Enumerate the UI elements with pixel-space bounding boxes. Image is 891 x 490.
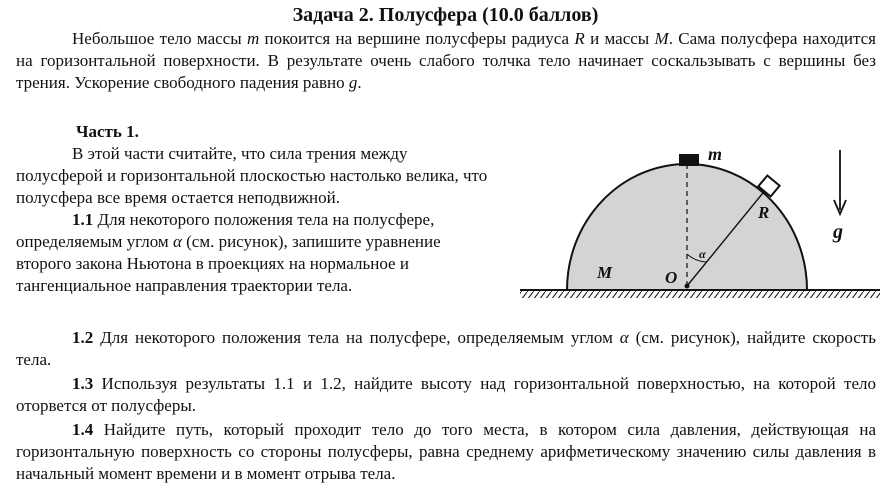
label-O: O [665, 268, 678, 287]
var-alpha: α [172, 232, 182, 251]
question-1-1 [16, 209, 496, 297]
intro-text: . [357, 73, 362, 92]
var-alpha: α [619, 328, 629, 347]
question-number: 1.3 [72, 374, 94, 393]
var-g: g [348, 73, 358, 92]
ground-hatching [520, 290, 880, 298]
question-text: (см. рисунок), найдите скорость тела. [16, 328, 876, 369]
label-g: g [833, 221, 843, 243]
question-1-2 [16, 327, 876, 371]
problem-title: Задача 2. Полусфера (10.0 баллов) [292, 4, 599, 26]
question-number: 1.2 [72, 328, 94, 347]
label-alpha: α [699, 247, 706, 261]
left-column [16, 143, 496, 297]
var-R: R [574, 29, 585, 48]
question-number: 1.4 [72, 420, 94, 439]
question-number: 1.1 [72, 210, 94, 229]
question-1-3 [16, 373, 876, 417]
intro-text: и массы [584, 29, 655, 48]
intro-paragraph [16, 28, 876, 94]
part1-description: В этой части считайте, что сила трения между полусферой и горизонтальной плоскостью настолько велика, что полусфера все время остается неподвижной. [16, 144, 488, 207]
label-M: M [597, 263, 613, 282]
intro-text: покоится на вершине полусферы радиуса [259, 29, 575, 48]
hemisphere-figure [515, 140, 885, 310]
question-text: (см. рисунок), запишите уравнение второго закона Ньютона в проекциях на нормальное и тангенциальное направления траектории тела. [16, 232, 441, 295]
question-text: Найдите путь, который проходит тело до того места, в котором сила давления, действующая на горизонтальную поверхность со стороны полусферы, равна среднему арифметическому значению силы давления в начальный момент времени и в момент отрыва тела. [16, 420, 876, 483]
var-M: M [654, 29, 669, 48]
question-1-4 [16, 419, 876, 485]
label-m: m [708, 144, 723, 164]
center-point [685, 284, 690, 289]
part-heading: Часть 1. [76, 122, 139, 141]
question-text: Используя результаты 1.1 и 1.2, найдите высоту над горизонтальной поверхностью, на которой тело оторвется от полусферы. [16, 374, 876, 415]
var-m: m [246, 29, 260, 48]
question-text: Для некоторого положения тела на полусфере, определяемым углом [16, 210, 435, 251]
intro-text: Небольшое тело массы [72, 29, 247, 48]
intro-text: . Сама полусфера находится на горизонтальной поверхности. В результате очень слабого толчка тело начинает соскальзывать с вершины без трения. Ускорение свободного падения равно [16, 29, 876, 92]
question-text: Для некоторого положения тела на полусфере, определяемым углом [93, 328, 620, 347]
block-at-top [679, 154, 699, 166]
label-R: R [758, 203, 770, 222]
